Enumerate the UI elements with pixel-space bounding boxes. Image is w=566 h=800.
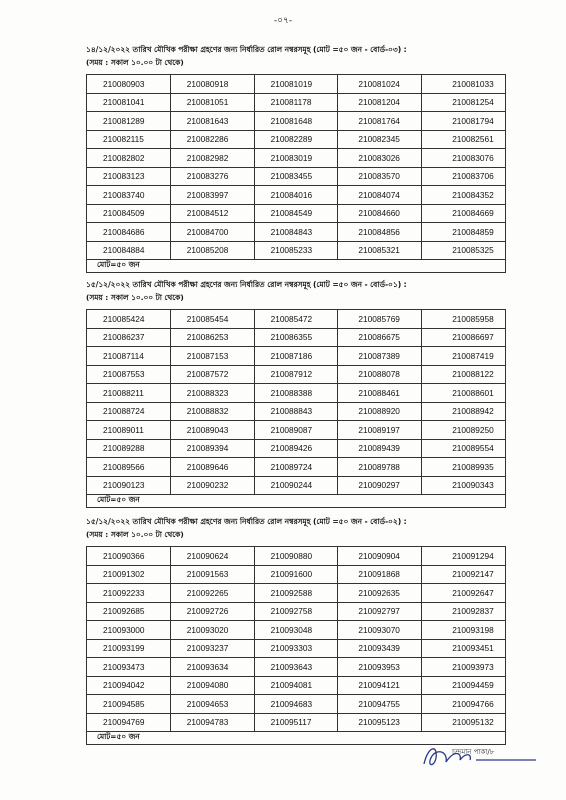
roll-number-cell: 210087389 [338,347,422,366]
roll-number-cell: 210085424 [87,310,171,329]
table-row [87,458,506,477]
roll-number-cell: 210087114 [87,347,171,366]
table-row [87,695,506,714]
total-label: মোট=৫০ জন [87,732,506,745]
roll-number-cell: 210084700 [170,223,254,242]
section-heading: ১৫/১২/২০২২ তারিখ মৌখিক পরীক্ষা গ্রহণের জন্য নির্ধারিত রোল নম্বরসমূহ (মোট =৫০ জন - বোর্ড-০১) : [86,280,407,289]
section-time: (সময় : সকাল ১০.০০ টা থেকে) [86,58,184,67]
roll-number-cell: 210081024 [338,75,422,94]
roll-number-cell: 210093473 [87,658,171,677]
roll-number-cell: 210095117 [254,713,338,732]
roll-number-cell: 210090297 [338,476,422,495]
roll-number-cell: 210085233 [254,241,338,260]
roll-table [86,309,506,508]
roll-number-cell: 210089646 [170,458,254,477]
roll-number-cell: 210082982 [170,149,254,168]
roll-number-cell: 210092635 [338,584,422,603]
roll-number-cell: 210085325 [422,241,506,260]
roll-number-cell: 210088122 [422,365,506,384]
roll-number-cell: 210081643 [170,112,254,131]
roll-number-cell: 210085958 [422,310,506,329]
roll-number-cell: 210084669 [422,204,506,223]
roll-number-cell: 210092147 [422,565,506,584]
roll-number-cell: 210094766 [422,695,506,714]
roll-number-cell: 210089566 [87,458,171,477]
table-row [87,365,506,384]
total-row [87,495,506,508]
table-row [87,112,506,131]
roll-number-cell: 210083276 [170,167,254,186]
roll-number-cell: 210081041 [87,93,171,112]
roll-number-cell: 210081178 [254,93,338,112]
table-row [87,584,506,603]
roll-number-cell: 210089043 [170,421,254,440]
roll-number-cell: 210090343 [422,476,506,495]
roll-number-cell: 210091563 [170,565,254,584]
roll-number-cell: 210085472 [254,310,338,329]
roll-number-cell: 210089250 [422,421,506,440]
table-row [87,241,506,260]
roll-number-cell: 210084549 [254,204,338,223]
total-label: মোট=৫০ জন [87,495,506,508]
roll-number-cell: 210089554 [422,439,506,458]
board-03-section [86,45,506,273]
roll-number-cell: 210093303 [254,639,338,658]
roll-number-cell: 210082802 [87,149,171,168]
roll-number-cell: 210083997 [170,186,254,205]
roll-number-cell: 210083076 [422,149,506,168]
total-row [87,260,506,273]
roll-number-cell: 210088211 [87,384,171,403]
roll-number-cell: 210081764 [338,112,422,131]
roll-number-cell: 210088942 [422,402,506,421]
roll-number-cell: 210085321 [338,241,422,260]
roll-number-cell: 210093953 [338,658,422,677]
roll-number-cell: 210089426 [254,439,338,458]
roll-number-cell: 210089288 [87,439,171,458]
roll-number-cell: 210093199 [87,639,171,658]
roll-number-cell: 210093048 [254,621,338,640]
roll-number-cell: 210090366 [87,547,171,566]
roll-number-cell: 210088078 [338,365,422,384]
roll-number-cell: 210084016 [254,186,338,205]
roll-number-cell: 210094459 [422,676,506,695]
table-row [87,75,506,94]
roll-number-cell: 210084509 [87,204,171,223]
roll-number-cell: 210093198 [422,621,506,640]
roll-number-cell: 210090904 [338,547,422,566]
roll-number-cell: 210093451 [422,639,506,658]
roll-number-cell: 210092588 [254,584,338,603]
roll-number-cell: 210082286 [170,130,254,149]
board-01-section [86,280,506,508]
section-time: (সময় : সকাল ১০.০০ টা থেকে) [86,530,184,539]
table-row [87,676,506,695]
roll-number-cell: 210085769 [338,310,422,329]
roll-number-cell: 210092758 [254,602,338,621]
roll-number-cell: 210087572 [170,365,254,384]
table-row [87,130,506,149]
roll-number-cell: 210081289 [87,112,171,131]
roll-number-cell: 210083123 [87,167,171,186]
table-row [87,384,506,403]
table-row [87,223,506,242]
roll-number-cell: 210089087 [254,421,338,440]
roll-number-cell: 210086697 [422,328,506,347]
roll-number-cell: 210093000 [87,621,171,640]
roll-number-cell: 210095132 [422,713,506,732]
table-row [87,658,506,677]
roll-number-cell: 210094081 [254,676,338,695]
roll-number-cell: 210094585 [87,695,171,714]
roll-number-cell: 210088461 [338,384,422,403]
table-row [87,402,506,421]
roll-number-cell: 210093973 [422,658,506,677]
roll-number-cell: 210085208 [170,241,254,260]
roll-number-cell: 210090880 [254,547,338,566]
roll-number-cell: 210081204 [338,93,422,112]
roll-number-cell: 210083740 [87,186,171,205]
roll-number-cell: 210080918 [170,75,254,94]
table-row [87,547,506,566]
roll-number-cell: 210084352 [422,186,506,205]
table-row [87,167,506,186]
roll-number-cell: 210090244 [254,476,338,495]
roll-table [86,546,506,745]
roll-number-cell: 210088601 [422,384,506,403]
roll-number-cell: 210084074 [338,186,422,205]
roll-number-cell: 210090232 [170,476,254,495]
roll-number-cell: 210086675 [338,328,422,347]
roll-number-cell: 210091302 [87,565,171,584]
roll-number-cell: 210083455 [254,167,338,186]
roll-number-cell: 210088724 [87,402,171,421]
section-heading: ১৪/১২/২০২২ তারিখ মৌখিক পরীক্ষা গ্রহণের জন্য নির্ধারিত রোল নম্বরসমূহ (মোট =৫০ জন - বোর্ড-০৩) : [86,45,407,54]
roll-number-cell: 210094769 [87,713,171,732]
roll-number-cell: 210082345 [338,130,422,149]
table-row [87,639,506,658]
roll-number-cell: 210093020 [170,621,254,640]
roll-number-cell: 210087553 [87,365,171,384]
roll-number-cell: 210081051 [170,93,254,112]
roll-number-cell: 210084660 [338,204,422,223]
roll-number-cell: 210081033 [422,75,506,94]
roll-number-cell: 210091600 [254,565,338,584]
table-row [87,204,506,223]
roll-number-cell: 210084512 [170,204,254,223]
roll-number-cell: 210094042 [87,676,171,695]
total-label: মোট=৫০ জন [87,260,506,273]
table-row [87,347,506,366]
roll-number-cell: 210089439 [338,439,422,458]
roll-number-cell: 210088323 [170,384,254,403]
roll-number-cell: 210092726 [170,602,254,621]
roll-table [86,74,506,273]
roll-number-cell: 210089394 [170,439,254,458]
roll-number-cell: 210093643 [254,658,338,677]
section-time: (সময় : সকাল ১০.০০ টা থেকে) [86,293,184,302]
roll-number-cell: 210093634 [170,658,254,677]
roll-number-cell: 210087419 [422,347,506,366]
roll-number-cell: 210094755 [338,695,422,714]
roll-number-cell: 210086355 [254,328,338,347]
roll-number-cell: 210088832 [170,402,254,421]
roll-number-cell: 210081648 [254,112,338,131]
roll-number-cell: 210092265 [170,584,254,603]
roll-number-cell: 210094683 [254,695,338,714]
roll-number-cell: 210083706 [422,167,506,186]
table-row [87,93,506,112]
roll-number-cell: 210084884 [87,241,171,260]
roll-number-cell: 210094121 [338,676,422,695]
roll-number-cell: 210094080 [170,676,254,695]
roll-number-cell: 210089788 [338,458,422,477]
roll-number-cell: 210087186 [254,347,338,366]
roll-number-cell: 210093237 [170,639,254,658]
table-row [87,713,506,732]
roll-number-cell: 210089011 [87,421,171,440]
roll-number-cell: 210088388 [254,384,338,403]
roll-number-cell: 210093439 [338,639,422,658]
table-row [87,476,506,495]
board-02-section [86,517,506,745]
table-row [87,149,506,168]
roll-number-cell: 210084859 [422,223,506,242]
roll-number-cell: 210083570 [338,167,422,186]
roll-number-cell: 210092647 [422,584,506,603]
table-row [87,565,506,584]
roll-number-cell: 210091294 [422,547,506,566]
roll-number-cell: 210087153 [170,347,254,366]
roll-number-cell: 210089724 [254,458,338,477]
roll-number-cell: 210084686 [87,223,171,242]
roll-number-cell: 210082115 [87,130,171,149]
roll-number-cell: 210088843 [254,402,338,421]
roll-number-cell: 210092685 [87,602,171,621]
roll-number-cell: 210085454 [170,310,254,329]
roll-number-cell: 210092233 [87,584,171,603]
signature-text: চন্দমান পাকা/৮ [452,748,495,756]
section-heading: ১৫/১২/২০২২ তারিখ মৌখিক পরীক্ষা গ্রহণের জন্য নির্ধারিত রোল নম্বরসমূহ (মোট =৫০ জন - বোর্ড-০২) : [86,517,407,526]
roll-number-cell: 210090624 [170,547,254,566]
roll-number-cell: 210091868 [338,565,422,584]
roll-number-cell: 210087912 [254,365,338,384]
roll-number-cell: 210081019 [254,75,338,94]
roll-number-cell: 210082289 [254,130,338,149]
roll-number-cell: 210090123 [87,476,171,495]
table-row [87,186,506,205]
roll-number-cell: 210083026 [338,149,422,168]
roll-number-cell: 210081254 [422,93,506,112]
table-row [87,310,506,329]
table-row [87,621,506,640]
roll-number-cell: 210088920 [338,402,422,421]
roll-number-cell: 210082561 [422,130,506,149]
roll-number-cell: 210086253 [170,328,254,347]
roll-number-cell: 210081794 [422,112,506,131]
roll-number-cell: 210089935 [422,458,506,477]
roll-number-cell: 210086237 [87,328,171,347]
table-row [87,421,506,440]
page-number: -০৭- [273,16,293,26]
roll-number-cell: 210094653 [170,695,254,714]
table-row [87,439,506,458]
roll-number-cell: 210084856 [338,223,422,242]
roll-number-cell: 210092837 [422,602,506,621]
roll-number-cell: 210095123 [338,713,422,732]
table-row [87,602,506,621]
roll-number-cell: 210089197 [338,421,422,440]
roll-number-cell: 210094783 [170,713,254,732]
roll-number-cell: 210093070 [338,621,422,640]
roll-number-cell: 210080903 [87,75,171,94]
table-row [87,328,506,347]
roll-number-cell: 210092797 [338,602,422,621]
roll-number-cell: 210083019 [254,149,338,168]
roll-number-cell: 210084843 [254,223,338,242]
